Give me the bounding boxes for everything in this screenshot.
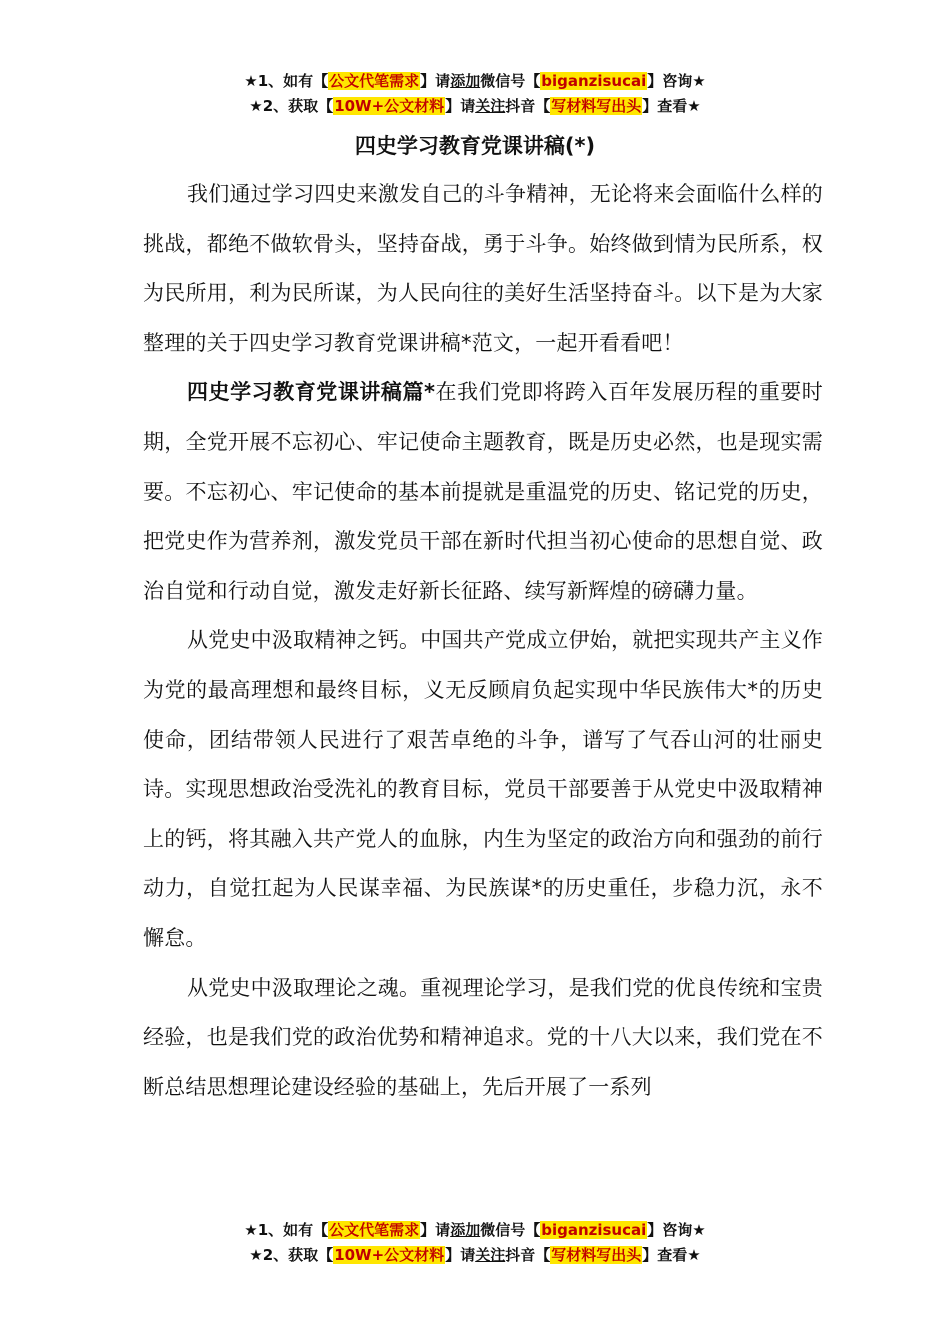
promo-line-1 (0, 69, 950, 94)
promo-highlight: 写材料写出头 (551, 97, 642, 115)
promo-highlight: 写材料写出头 (551, 1246, 642, 1264)
paragraph-theory: 从党史中汲取理论之魂。重视理论学习，是我们党的优良传统和宝贵经验，也是我们党的政治优势和精神追求。党的十八大以来，我们党在不断总结思想理论建设经验的基础上，先后开展了一系列 (143, 975, 823, 1099)
promo-line-2 (0, 1243, 950, 1268)
promo-text: 】咨询★ (647, 1221, 706, 1239)
promo-text: 】查看★ (642, 1246, 701, 1264)
promo-underlined: 添加 (450, 72, 481, 90)
promo-text: 微信号【 (480, 72, 541, 90)
promo-text: 抖音【 (505, 97, 551, 115)
promo-text: ★1、如有【 (244, 72, 329, 90)
promo-text: ★2、获取【 (249, 1246, 334, 1264)
promo-text: 】请 (445, 1246, 476, 1264)
promo-line-2 (0, 94, 950, 119)
promo-text: ★1、如有【 (244, 1221, 329, 1239)
promo-banner-bottom (0, 1218, 950, 1268)
promo-highlight: 公文代笔需求 (329, 72, 420, 90)
promo-highlight: biganzisucai (541, 1221, 647, 1239)
promo-text: 】查看★ (642, 97, 701, 115)
promo-highlight: 10W+公文材料 (334, 1246, 445, 1264)
promo-underlined: 关注 (475, 1246, 506, 1264)
promo-text: 抖音【 (505, 1246, 551, 1264)
promo-text: 】请 (420, 72, 451, 90)
promo-text: 】咨询★ (647, 72, 706, 90)
section-text: 在我们党即将跨入百年发展历程的重要时期，全党开展不忘初心、牢记使命主题教育，既是历史必然，也是现实需要。不忘初心、牢记使命的基本前提就是重温党的历史、铭记党的历史，把党史作为营养剂，激发党员干部在新时代担当初心使命的思想自觉、政治自觉和行动自觉，激发走好新长征路、续写新辉煌的磅礴力量。 (143, 380, 823, 603)
promo-banner-top (0, 69, 950, 119)
promo-text: ★2、获取【 (249, 97, 334, 115)
promo-text: 微信号【 (480, 1221, 541, 1239)
promo-highlight: biganzisucai (541, 72, 647, 90)
document-body (143, 170, 823, 1112)
promo-text: 】请 (420, 1221, 451, 1239)
promo-text: 】请 (445, 97, 476, 115)
promo-highlight: 公文代笔需求 (329, 1221, 420, 1239)
section-heading: 四史学习教育党课讲稿篇* (187, 380, 436, 405)
promo-highlight: 10W+公文材料 (334, 97, 445, 115)
document-title: 四史学习教育党课讲稿(*) (354, 134, 596, 158)
paragraph-spirit: 从党史中汲取精神之钙。中国共产党成立伊始，就把实现共产主义作为党的最高理想和最终目标，义无反顾肩负起实现中华民族伟大*的历史使命，团结带领人民进行了艰苦卓绝的斗争，谱写了气吞山河的壮丽史诗。实现思想政治受洗礼的教育目标，党员干部要善于从党史中汲取精神上的钙，将其融入共产党人的血脉，内生为坚定的政治方向和强劲的前行动力，自觉扛起为人民谋幸福、为民族谋*的历史重任，步稳力沉，永不懈怠。 (143, 628, 823, 950)
promo-underlined: 添加 (450, 1221, 481, 1239)
paragraph-section-1 (143, 368, 823, 616)
paragraph-intro: 我们通过学习四史来激发自己的斗争精神，无论将来会面临什么样的挑战，都绝不做软骨头，坚持奋战，勇于斗争。始终做到情为民所系，权为民所用，利为民所谋，为人民向往的美好生活坚持奋斗。以下是为大家整理的关于四史学习教育党课讲稿*范文，一起开看看吧！ (143, 182, 823, 355)
promo-line-1 (0, 1218, 950, 1243)
promo-underlined: 关注 (475, 97, 506, 115)
